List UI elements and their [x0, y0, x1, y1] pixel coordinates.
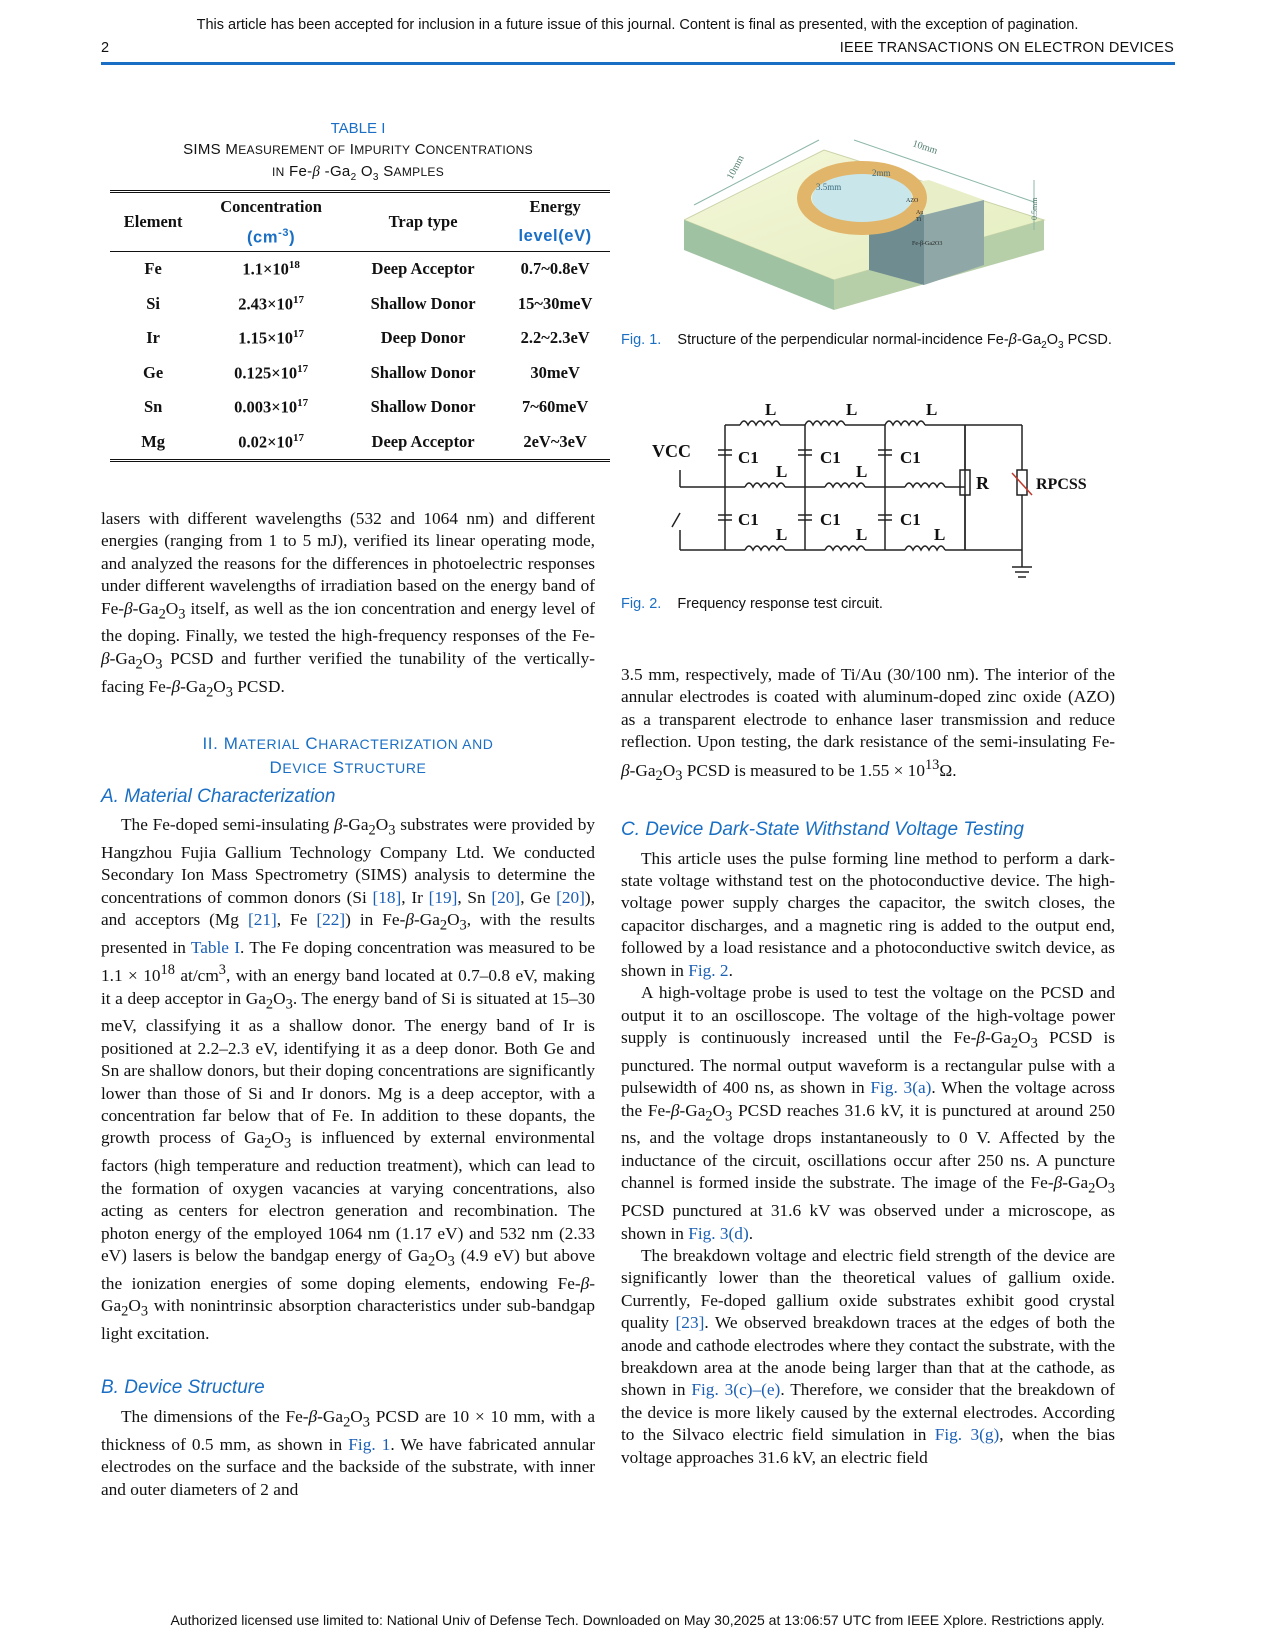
header-concentration: Concentration	[220, 197, 322, 216]
trap-type-cell: Shallow Donor	[370, 397, 476, 417]
concentration-cell: $1.1\times 10^{18}$	[242, 259, 300, 279]
dim-length-label: 10mm	[911, 138, 939, 157]
capacitor-label-5: C1	[820, 510, 841, 529]
test-paragraph-3: The breakdown voltage and electric field strength of the device are significantly lower than the theoretical values of gallium oxide. Currently, Fe-doped gallium oxide substrates exhibit good crystal quality [23]. We observed breakdown traces at the edges of both the anode and cathode electrodes where they contact the substrate, with the breakdown area at the anode being larger than that at the cathode, as shown in Fig. 3(c)–(e). Therefore, we consider that the breakdown of the device is more likely caused by the external electrodes. According to the Silvaco electric field simulation in Fig. 3(g), when the bias voltage approaches 31.6 kV, an electric field	[621, 1245, 1116, 1467]
section-heading: II. MATERIAL CHARACTERIZATION AND DEVICE STRUCTURE	[202, 733, 494, 777]
inner-diameter-label: 2mm	[872, 168, 891, 178]
trap-type-cell: Shallow Donor	[370, 293, 476, 313]
capacitor-label-1: C1	[738, 448, 759, 467]
device-structure-figure	[684, 110, 1064, 310]
table-caption	[101, 118, 615, 188]
concentration-cell: $0.02\times 10^{17}$	[238, 431, 304, 451]
capacitor-label-2: C1	[820, 448, 841, 467]
structure-paragraph: The dimensions of the $Fe-\beta-Ga_2O_3$ PCSD are 10 × 10 mm, with a thickness of 0.5 mm, as shown in Fig. 1. We have fabricated annular electrodes on the surface and the backside of the substrate, with inner and outer diameters of 2 and	[101, 1406, 595, 1499]
fig2-label: Fig. 2.	[621, 596, 662, 612]
energy-level-cell: 0.7~0.8eV	[520, 259, 590, 279]
energy-level-cell: 30meV	[530, 362, 580, 382]
fig1-link[interactable]: Fig. 1	[348, 1434, 391, 1454]
element-cell: Mg	[141, 431, 166, 451]
inductor-label-8: L	[934, 525, 946, 544]
inductor-label-7: L	[856, 525, 868, 544]
trap-type-cell: Deep Acceptor	[371, 431, 475, 451]
table1-link[interactable]: Table I	[190, 937, 240, 957]
fig1-label: Fig. 1.	[621, 332, 662, 348]
fig3ce-link[interactable]: Fig. 3(c)–(e)	[691, 1380, 781, 1400]
table-row	[110, 390, 610, 425]
inductor-label-3: L	[926, 400, 938, 419]
energy-level-cell: 7~60meV	[521, 397, 589, 417]
table-title-line2: IN Fe-β $-Ga_2$ $O_3$ SAMPLES	[271, 163, 445, 183]
trap-type-cell: Deep Donor	[380, 328, 466, 348]
fig3g-link[interactable]: Fig. 3(g)	[934, 1425, 1000, 1445]
table-row	[110, 287, 610, 322]
dim-width-label: 10mm	[724, 153, 747, 182]
header-trap-type: Trap type	[346, 193, 500, 252]
element-cell: Ir	[146, 328, 160, 348]
intro-paragraph: lasers with different wavelengths (532 and 1064 nm) and different energies (ranging from 1 to 5 mJ), verified its linear operating mode, and analyzed the reasons for the differences in photoelectric responses under different wavelengths of irradiation based on the energy band of $Fe-\beta-Ga_2O_3$ itself, as well as the ion concentration and energy level of the doping. Finally, we tested the high-frequency responses of the $Fe-\beta-Ga_2O_3$ PCSD and further verified the tunability of the vertically-facing $Fe-\beta-Ga_2O_3$ PCSD.	[101, 509, 595, 701]
inductor-label-6: L	[776, 525, 788, 544]
ref-23[interactable]: [23]	[675, 1313, 705, 1333]
ti-label: Ti	[916, 217, 922, 223]
fig2-caption	[621, 596, 1115, 613]
element-cell: Ge	[143, 362, 164, 382]
ref-20b[interactable]: [20]	[556, 887, 585, 907]
vcc-label: VCC	[652, 441, 691, 461]
header-energy: Energy	[529, 197, 581, 216]
table-title-line1: SIMS MEASUREMENT OF IMPURITY CONCENTRATIONS	[183, 141, 533, 158]
right-column	[621, 664, 1115, 1469]
ref-19[interactable]: [19]	[428, 887, 458, 907]
test-paragraph-1: This article uses the pulse forming line method to perform a dark-state voltage withstand test on the photoconductive device. The high-voltage power supply charges the capacitor, the switch closes, the capacitor discharges, and a magnetic ring is added to the output end, followed by a load resistance and a photoconductive switch device, as shown in Fig. 2.	[621, 848, 1115, 980]
table-number: TABLE I	[330, 120, 386, 137]
energy-level-cell: 2.2~2.3eV	[520, 328, 590, 348]
subsection-b-heading: B. Device Structure	[101, 1377, 265, 1399]
header-rule	[101, 62, 1175, 65]
element-cell: Si	[146, 293, 161, 313]
dim-thickness-label: 0.5mm	[1030, 197, 1039, 220]
resistor-label: R	[976, 473, 989, 493]
inductor-label-4: L	[776, 462, 788, 481]
test-paragraph-2: A high-voltage probe is used to test the voltage on the PCSD and output it to an oscilloscope. The voltage of the high-voltage power supply is continuously increased until the $Fe-\beta-Ga_2O_3$ PCSD is punctured. The normal output waveform is a rectangular pulse with a pulsewidth of 400 ns, as shown in Fig. 3(a). When the voltage across the $Fe-\beta-Ga_2O_3$ PCSD reaches 31.6 kV, it is punctured at around 250 ns, and the voltage drops instantaneously to 0 V. Affected by the inductance of the circuit, oscillations occur after 250 ns. A puncture channel is formed inside the substrate. The image of the $Fe-\beta-Ga_2O_3$ PCSD punctured at 31.6 kV was observed under a microscope, as shown in Fig. 3(d).	[621, 983, 1116, 1243]
material-paragraph: The Fe-doped semi-insulating $\beta-Ga_2O_3$ substrates were provided by Hangzhou Fujia Gallium Technology Company Ltd. We conducted Secondary Ion Mass Spectrometry (SIMS) analysis to determine the concentrations of common donors (Si [18], Ir [19], Sn [20], Ge [20]), and acceptors (Mg [21], Fe [22]) in $Fe-\beta-Ga_2O_3$, with the results presented in Table I. The Fe doping concentration was measured to be $1.1 \times 10^{18}$ $at/cm^3$, with an energy band located at 0.7–0.8 eV, making it a deep acceptor in $Ga_2O_3$. The energy band of Si is situated at 15–30 meV, classifying it as a shallow donor. The energy band of Ir is positioned at 2.2–2.3 eV, identifying it as a deep donor. Both Ge and Sn are shallow donors, but their doping concentrations are significantly lower than those of Si and Ir donors. Mg is a deep acceptor, with a concentration far below that of Fe. In addition to these dopants, the growth process of $Ga_2O_3$ is influenced by external environmental factors (high temperature and reduction treatment), which can lead to the formation of oxygen vacancies at varying concentrations, also acting as centers for electron generation and recombination. The photon energy of the employed 1064 nm (1.17 eV) and 532 nm (2.33 eV) lasers is below the bandgap energy of $Ga_2O_3$ (4.9 eV) but above the ionization energies of some doping elements, endowing $Fe-\beta-Ga_2O_3$ with nonintrinsic absorption characteristics under sub-bandgap light excitation.	[101, 815, 596, 1344]
au-label: Au	[916, 210, 924, 216]
concentration-cell: $0.125\times 10^{17}$	[234, 362, 309, 382]
inductor-label-2: L	[846, 400, 858, 419]
azo-label: AZO	[906, 198, 919, 204]
concentration-cell: $2.43\times 10^{17}$	[238, 293, 304, 313]
capacitor-label-4: C1	[738, 510, 759, 529]
trap-type-cell: Deep Acceptor	[371, 259, 475, 279]
energy-level-cell: 15~30meV	[517, 293, 593, 313]
circuit-diagram	[650, 395, 1100, 585]
journal-title: IEEE TRANSACTIONS ON ELECTRON DEVICES	[839, 40, 1174, 56]
element-cell: Sn	[143, 397, 163, 417]
inductor-label-5: L	[856, 462, 868, 481]
table-row	[110, 425, 610, 460]
page-number: 2	[101, 40, 110, 56]
outer-diameter-label: 3.5mm	[816, 182, 842, 192]
fig2-link[interactable]: Fig. 2	[688, 960, 729, 980]
ref-20[interactable]: [20]	[491, 887, 521, 907]
license-footer: Authorized licensed use limited to: National Univ of Defense Tech. Downloaded on May 30,2025 at 13:06:57 UTC from IEEE Xplore. Restrictions apply.	[170, 1612, 1105, 1628]
trap-type-cell: Shallow Donor	[370, 362, 476, 382]
subsection-a-heading: A. Material Characterization	[101, 785, 336, 807]
header-element: Element	[110, 193, 196, 252]
acceptance-notice: This article has been accepted for inclusion in a future issue of this journal. Content is final as presented, with the exception of pagination.	[196, 17, 1079, 33]
left-column	[101, 508, 595, 1501]
energy-level-cell: 2eV~3eV	[523, 431, 587, 451]
fig3a-link[interactable]: Fig. 3(a)	[870, 1078, 932, 1098]
element-cell: Fe	[144, 259, 162, 279]
table-row	[110, 356, 610, 391]
inductor-label-1: L	[765, 400, 777, 419]
table-row	[110, 321, 610, 356]
ref-21[interactable]: [21]	[247, 910, 277, 930]
sims-table	[110, 190, 610, 462]
substrate-label: Fe-β-Ga2O3	[912, 241, 943, 247]
fig3d-link[interactable]: Fig. 3(d)	[688, 1223, 749, 1243]
capacitor-label-6: C1	[900, 510, 921, 529]
header-concentration-unit: $(cm^{-3})$	[196, 221, 346, 252]
subsection-c-heading: C. Device Dark-State Withstand Voltage Testing	[621, 819, 1024, 841]
pcss-label: RPCSS	[1036, 476, 1087, 493]
fig1-caption: Fig. 1. Structure of the perpendicular normal-incidence $Fe-\beta-Ga_2O_3$ PCSD.	[621, 332, 1112, 351]
ref-22[interactable]: [22]	[316, 910, 346, 930]
header-energy-unit: level(eV)	[500, 221, 610, 252]
fig2-caption-text: Frequency response test circuit.	[677, 596, 883, 612]
concentration-cell: $0.003\times 10^{17}$	[234, 397, 309, 417]
concentration-cell: $1.15\times 10^{17}$	[238, 328, 304, 348]
ref-18[interactable]: [18]	[372, 887, 402, 907]
capacitor-label-3: C1	[900, 448, 921, 467]
table-row	[110, 252, 610, 287]
structure-paragraph-cont: 3.5 mm, respectively, made of Ti/Au (30/100 nm). The interior of the annular electrodes is coated with aluminum-doped zinc oxide (AZO) as a transparent electrode to enhance laser transmission and reduce reflection. Upon testing, the dark resistance of the semi-insulating $Fe-\beta-Ga_2O_3$ PCSD is measured to be $1.55 \times 10^{13}\Omega$.	[621, 665, 1115, 784]
